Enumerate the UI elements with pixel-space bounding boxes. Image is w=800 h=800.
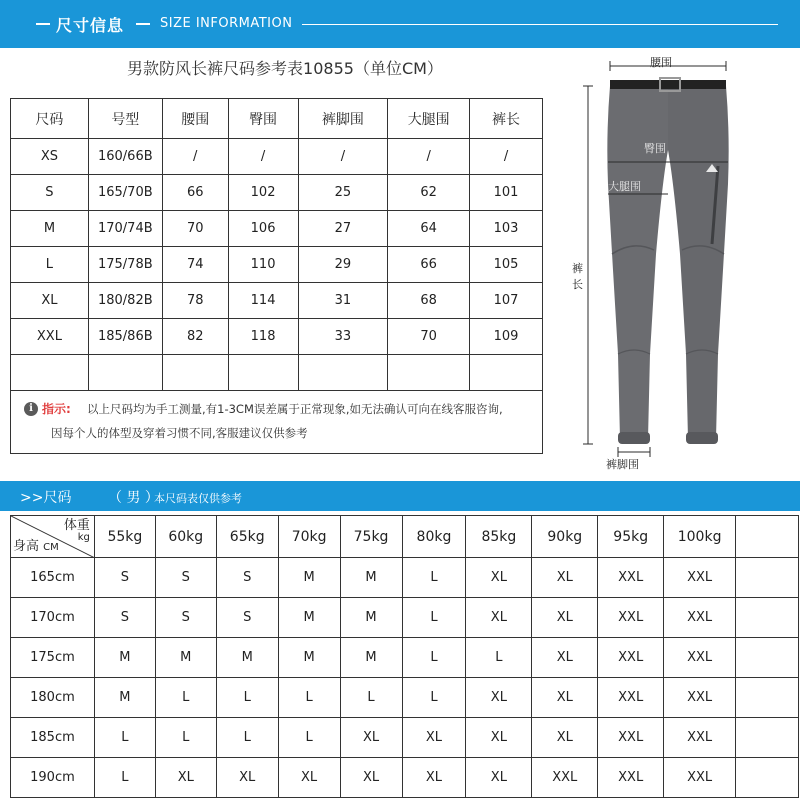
fit-table-row bbox=[11, 718, 799, 758]
cell-waist: / bbox=[162, 139, 228, 175]
cell-model: 170/74B bbox=[88, 211, 162, 247]
empty-cell bbox=[736, 758, 799, 798]
cell-model: 180/82B bbox=[88, 283, 162, 319]
corner-height-label: 身高 bbox=[13, 539, 40, 554]
recommended-size: XXL bbox=[598, 718, 664, 758]
recommended-size: XL bbox=[155, 758, 216, 798]
recommended-size: M bbox=[94, 638, 155, 678]
header-hem: 裤脚围 bbox=[298, 99, 388, 139]
height-label: 185cm bbox=[11, 718, 95, 758]
cell-hip: / bbox=[228, 139, 298, 175]
height-label: 165cm bbox=[11, 558, 95, 598]
pants-figure bbox=[560, 54, 800, 474]
empty-cell bbox=[736, 598, 799, 638]
cuff-right bbox=[686, 432, 718, 444]
weight-header: 55kg bbox=[94, 516, 155, 558]
recommended-size: L bbox=[340, 678, 402, 718]
recommended-size: XXL bbox=[664, 598, 736, 638]
recommended-size: XL bbox=[466, 598, 532, 638]
fit-table bbox=[10, 515, 799, 798]
header-length: 裤长 bbox=[470, 99, 543, 139]
cell-size: XS bbox=[11, 139, 89, 175]
recommended-size: XL bbox=[466, 758, 532, 798]
size-table-row bbox=[11, 175, 543, 211]
size-chart-title: 男款防风长裤尺码参考表10855（单位CM） bbox=[127, 59, 443, 78]
fit-banner-note: 本尺码表仅供参考 bbox=[154, 492, 242, 505]
pants-right-leg bbox=[668, 86, 729, 439]
fit-table-row bbox=[11, 638, 799, 678]
banner-title-en: SIZE INFORMATION bbox=[160, 16, 293, 31]
cuff-left bbox=[618, 432, 650, 444]
recommended-size: L bbox=[278, 718, 340, 758]
recommended-size: XXL bbox=[664, 758, 736, 798]
corner-height-unit: CM bbox=[43, 542, 59, 553]
cell-waist: 82 bbox=[162, 319, 228, 355]
fit-table-header-row bbox=[11, 516, 799, 558]
recommended-size: XXL bbox=[598, 638, 664, 678]
size-fit-banner bbox=[0, 481, 800, 511]
recommended-size: L bbox=[402, 598, 466, 638]
cell-hip: 114 bbox=[228, 283, 298, 319]
weight-header: 75kg bbox=[340, 516, 402, 558]
cell-length: 107 bbox=[470, 283, 543, 319]
empty-cell bbox=[736, 558, 799, 598]
size-table-row bbox=[11, 139, 543, 175]
cell-model: 175/78B bbox=[88, 247, 162, 283]
label-hip: 臀围 bbox=[644, 142, 666, 155]
recommended-size: XL bbox=[532, 678, 598, 718]
banner-rule bbox=[302, 24, 778, 25]
cell-hem: 27 bbox=[298, 211, 388, 247]
recommended-size: XL bbox=[532, 598, 598, 638]
recommended-size: L bbox=[402, 638, 466, 678]
recommended-size: S bbox=[216, 558, 278, 598]
recommended-size: M bbox=[216, 638, 278, 678]
recommended-size: XL bbox=[466, 558, 532, 598]
cell-hem: 29 bbox=[298, 247, 388, 283]
cell-thigh: / bbox=[388, 139, 470, 175]
empty-cell bbox=[736, 718, 799, 758]
corner-height bbox=[13, 535, 59, 554]
recommended-size: XL bbox=[532, 558, 598, 598]
cell-waist: 78 bbox=[162, 283, 228, 319]
weight-header: 65kg bbox=[216, 516, 278, 558]
fit-table-corner bbox=[11, 516, 95, 558]
recommended-size: XL bbox=[466, 718, 532, 758]
empty-cell bbox=[736, 638, 799, 678]
header-model: 号型 bbox=[88, 99, 162, 139]
fit-banner-gender: （ 男 ） bbox=[108, 490, 159, 506]
recommended-size: M bbox=[278, 598, 340, 638]
recommended-size: L bbox=[216, 718, 278, 758]
cell-hem: 25 bbox=[298, 175, 388, 211]
height-label: 175cm bbox=[11, 638, 95, 678]
cell-waist: 66 bbox=[162, 175, 228, 211]
recommended-size: L bbox=[155, 718, 216, 758]
note-line-1: 以上尺码均为手工测量,有1-3CM误差属于正常现象,如无法确认可向在线客服咨询, bbox=[87, 402, 503, 416]
cell-thigh: 62 bbox=[388, 175, 470, 211]
recommended-size: XXL bbox=[664, 678, 736, 718]
cell-waist: 74 bbox=[162, 247, 228, 283]
fit-table-row bbox=[11, 558, 799, 598]
fit-table-row bbox=[11, 758, 799, 798]
recommended-size: XL bbox=[532, 638, 598, 678]
weight-header: 100kg bbox=[664, 516, 736, 558]
recommended-size: XXL bbox=[598, 678, 664, 718]
recommended-size: L bbox=[402, 558, 466, 598]
recommended-size: XL bbox=[216, 758, 278, 798]
weight-header: 60kg bbox=[155, 516, 216, 558]
cell-size: S bbox=[11, 175, 89, 211]
recommended-size: XL bbox=[340, 718, 402, 758]
cell-hip: 102 bbox=[228, 175, 298, 211]
weight-header: 85kg bbox=[466, 516, 532, 558]
cell-model: 165/70B bbox=[88, 175, 162, 211]
corner-weight-unit: kg bbox=[77, 532, 90, 543]
size-table bbox=[10, 98, 543, 391]
weight-header: 95kg bbox=[598, 516, 664, 558]
cell-size: XXL bbox=[11, 319, 89, 355]
recommended-size: XL bbox=[278, 758, 340, 798]
recommended-size: S bbox=[155, 598, 216, 638]
recommended-size: XL bbox=[532, 718, 598, 758]
recommended-size: XL bbox=[340, 758, 402, 798]
cell-hem: / bbox=[298, 139, 388, 175]
recommended-size: XXL bbox=[598, 598, 664, 638]
height-label: 190cm bbox=[11, 758, 95, 798]
weight-header: 70kg bbox=[278, 516, 340, 558]
fit-table-row bbox=[11, 678, 799, 718]
height-label: 180cm bbox=[11, 678, 95, 718]
cell-size: M bbox=[11, 211, 89, 247]
recommended-size: S bbox=[216, 598, 278, 638]
cell-hip: 110 bbox=[228, 247, 298, 283]
size-table-header-row bbox=[11, 99, 543, 139]
recommended-size: L bbox=[402, 678, 466, 718]
cell-hip: 106 bbox=[228, 211, 298, 247]
banner-title-cn: 尺寸信息 bbox=[56, 16, 125, 35]
recommended-size: S bbox=[94, 598, 155, 638]
size-table-row bbox=[11, 283, 543, 319]
cell-model: 185/86B bbox=[88, 319, 162, 355]
cell-length: / bbox=[470, 139, 543, 175]
corner-weight bbox=[64, 518, 90, 543]
size-table-row bbox=[11, 319, 543, 355]
height-label: 170cm bbox=[11, 598, 95, 638]
header-thigh: 大腿围 bbox=[388, 99, 470, 139]
header-size: 尺码 bbox=[11, 99, 89, 139]
recommended-size: S bbox=[155, 558, 216, 598]
recommended-size: L bbox=[155, 678, 216, 718]
recommended-size: XXL bbox=[664, 638, 736, 678]
empty-cell bbox=[736, 516, 799, 558]
recommended-size: M bbox=[340, 558, 402, 598]
cell-hip: 118 bbox=[228, 319, 298, 355]
cell-length: 109 bbox=[470, 319, 543, 355]
recommended-size: M bbox=[340, 638, 402, 678]
fit-banner-title: >>尺码 bbox=[20, 490, 72, 506]
recommended-size: XL bbox=[402, 758, 466, 798]
size-table-row bbox=[11, 211, 543, 247]
label-hem: 裤脚围 bbox=[606, 458, 639, 471]
recommended-size: M bbox=[278, 558, 340, 598]
recommended-size: S bbox=[94, 558, 155, 598]
banner-dash-left bbox=[36, 23, 50, 25]
weight-header: 90kg bbox=[532, 516, 598, 558]
info-icon: i bbox=[24, 402, 38, 416]
cell-waist: 70 bbox=[162, 211, 228, 247]
recommended-size: XXL bbox=[664, 718, 736, 758]
size-info-banner bbox=[0, 0, 800, 48]
pants-left-leg bbox=[607, 86, 668, 439]
cell-length: 103 bbox=[470, 211, 543, 247]
recommended-size: M bbox=[155, 638, 216, 678]
note-box bbox=[10, 386, 543, 454]
cell-size: XL bbox=[11, 283, 89, 319]
pants-illustration bbox=[560, 54, 800, 474]
recommended-size: L bbox=[94, 718, 155, 758]
recommended-size: XXL bbox=[598, 758, 664, 798]
corner-weight-label: 体重 bbox=[63, 518, 90, 533]
cell-length: 105 bbox=[470, 247, 543, 283]
label-waist: 腰围 bbox=[650, 56, 672, 69]
recommended-size: M bbox=[94, 678, 155, 718]
recommended-size: M bbox=[278, 638, 340, 678]
recommended-size: M bbox=[340, 598, 402, 638]
cell-hem: 33 bbox=[298, 319, 388, 355]
size-table-row bbox=[11, 247, 543, 283]
recommended-size: L bbox=[94, 758, 155, 798]
belt bbox=[610, 80, 726, 89]
recommended-size: L bbox=[466, 638, 532, 678]
recommended-size: XL bbox=[402, 718, 466, 758]
empty-cell bbox=[736, 678, 799, 718]
cell-thigh: 68 bbox=[388, 283, 470, 319]
cell-thigh: 64 bbox=[388, 211, 470, 247]
cell-thigh: 66 bbox=[388, 247, 470, 283]
banner-dash-right bbox=[136, 23, 150, 25]
cell-model: 160/66B bbox=[88, 139, 162, 175]
recommended-size: L bbox=[278, 678, 340, 718]
fit-table-row bbox=[11, 598, 799, 638]
label-thigh: 大腿围 bbox=[608, 180, 641, 193]
recommended-size: XL bbox=[466, 678, 532, 718]
recommended-size: XXL bbox=[532, 758, 598, 798]
weight-header: 80kg bbox=[402, 516, 466, 558]
note-label: 指示: bbox=[42, 402, 71, 416]
cell-size: L bbox=[11, 247, 89, 283]
note-line-2: 因每个人的体型及穿着习惯不同,客服建议仅供参考 bbox=[51, 426, 308, 440]
label-length-2: 长 bbox=[572, 278, 583, 291]
header-waist: 腰围 bbox=[162, 99, 228, 139]
label-length-1: 裤 bbox=[572, 262, 583, 275]
recommended-size: L bbox=[216, 678, 278, 718]
recommended-size: XXL bbox=[664, 558, 736, 598]
recommended-size: XXL bbox=[598, 558, 664, 598]
cell-thigh: 70 bbox=[388, 319, 470, 355]
cell-hem: 31 bbox=[298, 283, 388, 319]
cell-length: 101 bbox=[470, 175, 543, 211]
header-hip: 臀围 bbox=[228, 99, 298, 139]
